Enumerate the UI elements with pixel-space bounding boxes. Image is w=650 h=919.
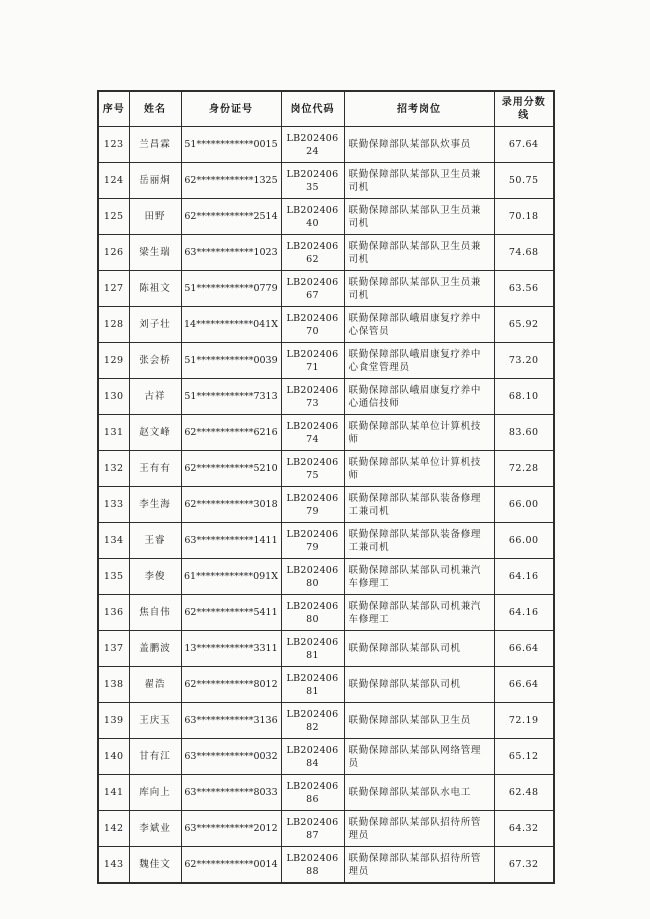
cell-job_title: 联勤保障部队某部队司机	[344, 667, 494, 703]
cell-name: 库向上	[129, 775, 181, 811]
cell-index: 139	[98, 703, 129, 739]
cell-index: 143	[98, 847, 129, 884]
cell-name: 赵文峰	[129, 415, 181, 451]
cell-index: 135	[98, 559, 129, 595]
cell-job_code: LB20240674	[281, 415, 344, 451]
cell-id_number: 63************8033	[181, 775, 281, 811]
cell-id_number: 62************0014	[181, 847, 281, 884]
cell-score_line: 72.28	[494, 451, 554, 487]
cell-name: 王庆玉	[129, 703, 181, 739]
cell-id_number: 62************6216	[181, 415, 281, 451]
cell-name: 兰昌霖	[129, 127, 181, 163]
cell-index: 123	[98, 127, 129, 163]
cell-job_title: 联勤保障部队某部队司机兼汽车修理工	[344, 559, 494, 595]
table-row	[98, 811, 554, 847]
cell-job_title: 联勤保障部队某部队招待所管理员	[344, 847, 494, 884]
cell-score_line: 72.19	[494, 703, 554, 739]
cell-score_line: 66.64	[494, 667, 554, 703]
cell-job_code: LB20240679	[281, 487, 344, 523]
cell-name: 魏佳文	[129, 847, 181, 884]
cell-job_title: 联勤保障部队某部队卫生员兼司机	[344, 199, 494, 235]
cell-score_line: 66.64	[494, 631, 554, 667]
cell-job_code: LB20240686	[281, 775, 344, 811]
table-row	[98, 199, 554, 235]
table-row	[98, 523, 554, 559]
cell-index: 127	[98, 271, 129, 307]
cell-score_line: 63.56	[494, 271, 554, 307]
cell-id_number: 13************3311	[181, 631, 281, 667]
cell-id_number: 62************3018	[181, 487, 281, 523]
cell-name: 盖鹏波	[129, 631, 181, 667]
cell-name: 陈祖文	[129, 271, 181, 307]
cell-score_line: 64.32	[494, 811, 554, 847]
column-header-score_line: 录用分数线	[494, 91, 554, 127]
cell-name: 刘子壮	[129, 307, 181, 343]
table-row	[98, 739, 554, 775]
cell-id_number: 51************0779	[181, 271, 281, 307]
column-header-index: 序号	[98, 91, 129, 127]
table-row	[98, 847, 554, 884]
cell-job_code: LB20240667	[281, 271, 344, 307]
cell-job_title: 联勤保障部队某部队卫生员兼司机	[344, 163, 494, 199]
table-row	[98, 775, 554, 811]
cell-id_number: 63************0032	[181, 739, 281, 775]
cell-job_title: 联勤保障部队某部队装备修理工兼司机	[344, 523, 494, 559]
cell-score_line: 70.18	[494, 199, 554, 235]
table-row	[98, 163, 554, 199]
cell-id_number: 62************1325	[181, 163, 281, 199]
cell-name: 王睿	[129, 523, 181, 559]
cell-id_number: 51************7313	[181, 379, 281, 415]
cell-job_code: LB20240624	[281, 127, 344, 163]
cell-job_code: LB20240679	[281, 523, 344, 559]
cell-index: 141	[98, 775, 129, 811]
cell-score_line: 64.16	[494, 559, 554, 595]
cell-index: 126	[98, 235, 129, 271]
cell-job_title: 联勤保障部队某部队司机兼汽车修理工	[344, 595, 494, 631]
cell-id_number: 63************3136	[181, 703, 281, 739]
table-row	[98, 415, 554, 451]
cell-score_line: 73.20	[494, 343, 554, 379]
cell-index: 130	[98, 379, 129, 415]
cell-job_title: 联勤保障部队某部队卫生员	[344, 703, 494, 739]
table-row	[98, 595, 554, 631]
cell-id_number: 62************8012	[181, 667, 281, 703]
cell-job_code: LB20240684	[281, 739, 344, 775]
cell-id_number: 14************041X	[181, 307, 281, 343]
cell-job_code: LB20240635	[281, 163, 344, 199]
cell-job_title: 联勤保障部队某部队炊事员	[344, 127, 494, 163]
cell-score_line: 67.32	[494, 847, 554, 884]
table-row	[98, 343, 554, 379]
table-row	[98, 307, 554, 343]
cell-job_code: LB20240675	[281, 451, 344, 487]
cell-job_code: LB20240688	[281, 847, 344, 884]
cell-job_title: 联勤保障部队某部队网络管理员	[344, 739, 494, 775]
cell-score_line: 83.60	[494, 415, 554, 451]
cell-job_code: LB20240681	[281, 667, 344, 703]
cell-score_line: 67.64	[494, 127, 554, 163]
cell-index: 128	[98, 307, 129, 343]
cell-job_title: 联勤保障部队峨眉康复疗养中心食堂管理员	[344, 343, 494, 379]
table-body	[98, 127, 554, 884]
cell-id_number: 51************0015	[181, 127, 281, 163]
cell-name: 甘有江	[129, 739, 181, 775]
cell-id_number: 62************5411	[181, 595, 281, 631]
column-header-job_code: 岗位代码	[281, 91, 344, 127]
column-header-id_number: 身份证号	[181, 91, 281, 127]
table-row	[98, 559, 554, 595]
cell-index: 125	[98, 199, 129, 235]
cell-job_code: LB20240670	[281, 307, 344, 343]
cell-name: 李生海	[129, 487, 181, 523]
cell-job_title: 联勤保障部队某部队卫生员兼司机	[344, 271, 494, 307]
cell-index: 138	[98, 667, 129, 703]
cell-score_line: 66.00	[494, 487, 554, 523]
cell-index: 137	[98, 631, 129, 667]
cell-id_number: 51************0039	[181, 343, 281, 379]
cell-score_line: 65.12	[494, 739, 554, 775]
cell-job_title: 联勤保障部队某单位计算机技师	[344, 451, 494, 487]
cell-name: 张会桥	[129, 343, 181, 379]
cell-job_title: 联勤保障部队峨眉康复疗养中心保管员	[344, 307, 494, 343]
cell-index: 142	[98, 811, 129, 847]
cell-id_number: 63************2012	[181, 811, 281, 847]
table-row	[98, 667, 554, 703]
cell-job_code: LB20240681	[281, 631, 344, 667]
column-header-job_title: 招考岗位	[344, 91, 494, 127]
cell-score_line: 74.68	[494, 235, 554, 271]
cell-job_title: 联勤保障部队某部队卫生员兼司机	[344, 235, 494, 271]
cell-name: 王有有	[129, 451, 181, 487]
table-row	[98, 487, 554, 523]
cell-score_line: 62.48	[494, 775, 554, 811]
cell-name: 岳丽烔	[129, 163, 181, 199]
recruitment-score-table	[97, 90, 555, 884]
cell-id_number: 61************091X	[181, 559, 281, 595]
cell-index: 129	[98, 343, 129, 379]
cell-name: 李斌业	[129, 811, 181, 847]
cell-job_code: LB20240682	[281, 703, 344, 739]
table-row	[98, 631, 554, 667]
cell-id_number: 62************5210	[181, 451, 281, 487]
cell-score_line: 66.00	[494, 523, 554, 559]
cell-name: 焦自伟	[129, 595, 181, 631]
cell-job_code: LB20240662	[281, 235, 344, 271]
cell-index: 124	[98, 163, 129, 199]
cell-index: 134	[98, 523, 129, 559]
cell-job_code: LB20240680	[281, 559, 344, 595]
cell-name: 古祥	[129, 379, 181, 415]
table-row	[98, 451, 554, 487]
cell-job_title: 联勤保障部队某部队招待所管理员	[344, 811, 494, 847]
cell-name: 翟浩	[129, 667, 181, 703]
table-header-row	[98, 91, 554, 127]
cell-index: 140	[98, 739, 129, 775]
cell-index: 131	[98, 415, 129, 451]
cell-id_number: 63************1411	[181, 523, 281, 559]
cell-job_title: 联勤保障部队某单位计算机技师	[344, 415, 494, 451]
cell-job_title: 联勤保障部队峨眉康复疗养中心通信技师	[344, 379, 494, 415]
cell-score_line: 68.10	[494, 379, 554, 415]
cell-job_code: LB20240687	[281, 811, 344, 847]
table-row	[98, 271, 554, 307]
cell-index: 132	[98, 451, 129, 487]
cell-id_number: 63************1023	[181, 235, 281, 271]
table-row	[98, 703, 554, 739]
cell-score_line: 65.92	[494, 307, 554, 343]
cell-index: 133	[98, 487, 129, 523]
column-header-name: 姓名	[129, 91, 181, 127]
cell-name: 田野	[129, 199, 181, 235]
cell-job_code: LB20240671	[281, 343, 344, 379]
cell-score_line: 50.75	[494, 163, 554, 199]
table-row	[98, 127, 554, 163]
cell-index: 136	[98, 595, 129, 631]
cell-job_code: LB20240673	[281, 379, 344, 415]
cell-job_title: 联勤保障部队某部队司机	[344, 631, 494, 667]
table-row	[98, 379, 554, 415]
cell-score_line: 64.16	[494, 595, 554, 631]
cell-job_title: 联勤保障部队某部队装备修理工兼司机	[344, 487, 494, 523]
cell-name: 李俊	[129, 559, 181, 595]
cell-job_title: 联勤保障部队某部队水电工	[344, 775, 494, 811]
table-row	[98, 235, 554, 271]
cell-name: 梁生瑞	[129, 235, 181, 271]
cell-job_code: LB20240680	[281, 595, 344, 631]
cell-job_code: LB20240640	[281, 199, 344, 235]
cell-id_number: 62************2514	[181, 199, 281, 235]
